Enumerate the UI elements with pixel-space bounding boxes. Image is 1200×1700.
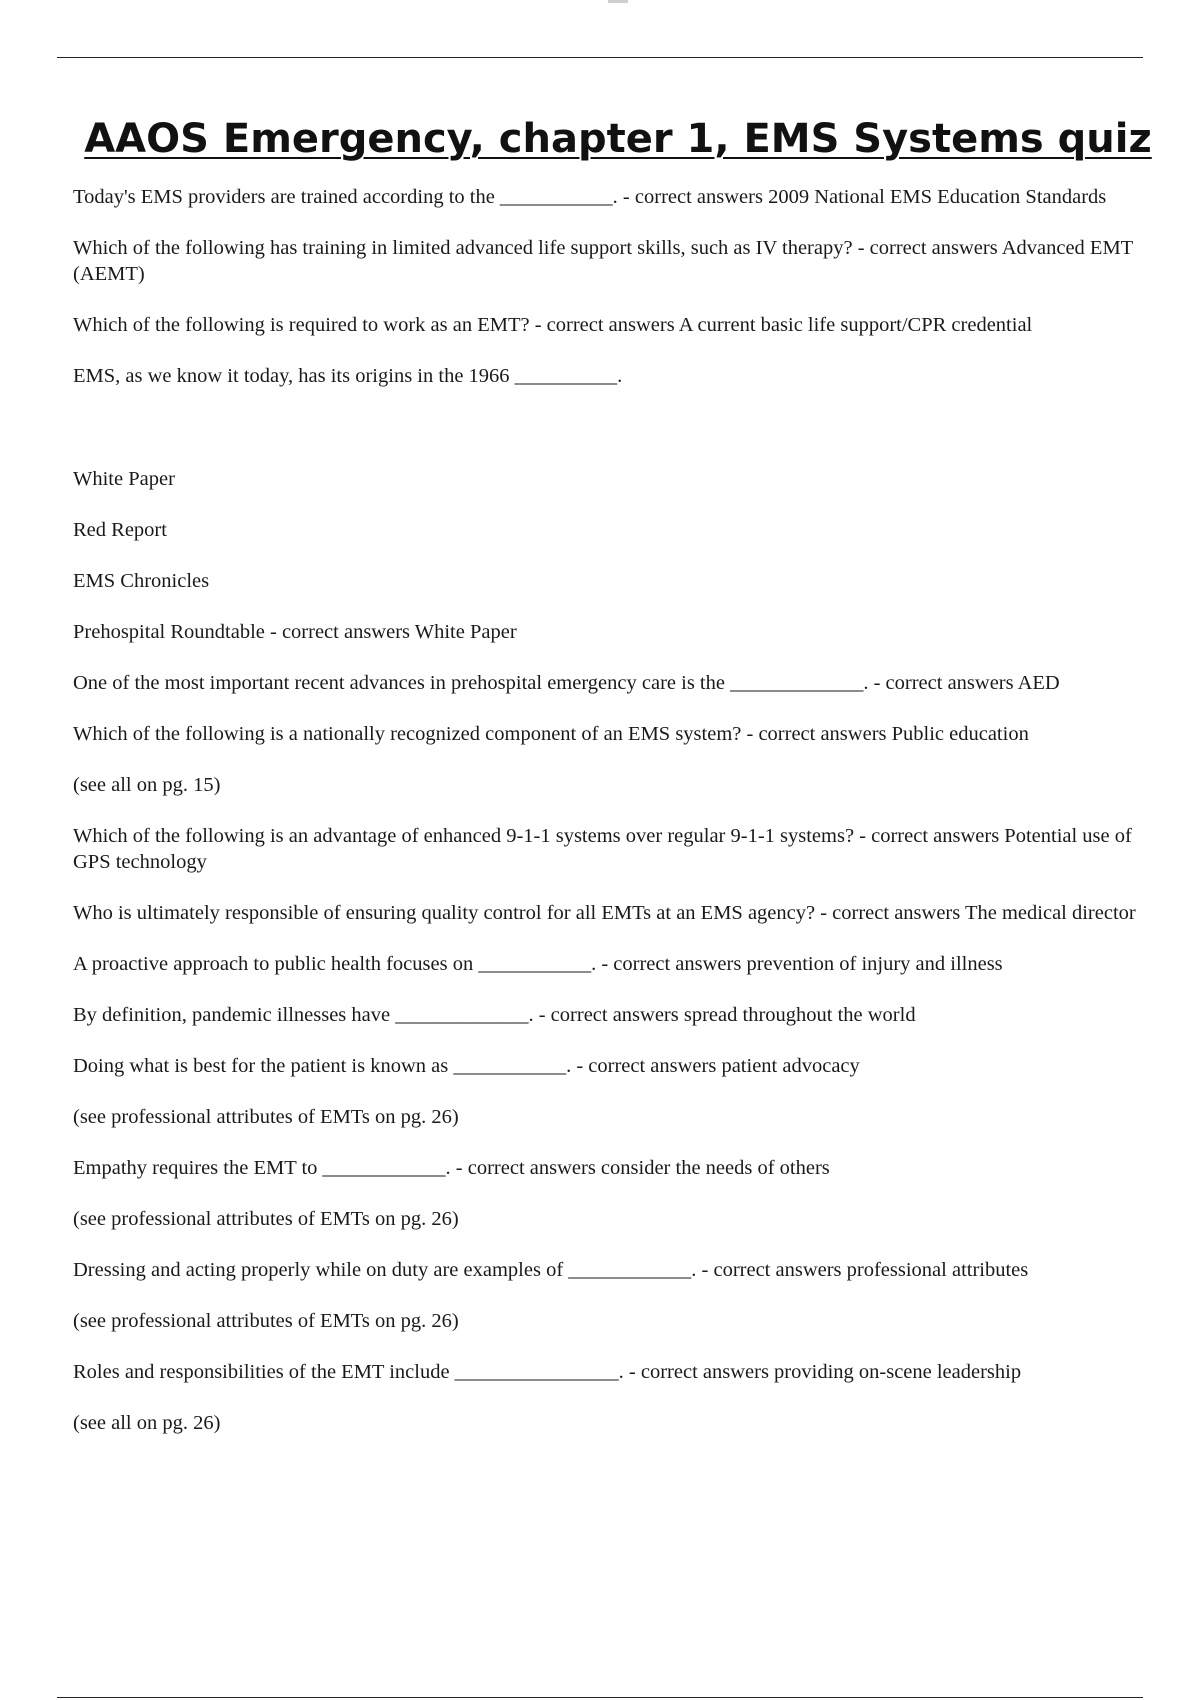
paragraph: Which of the following has training in limited advanced life support skills, such as IV therapy? - correct answers Advanced EMT (AEMT) [73,237,1133,285]
paragraph: EMS, as we know it today, has its origins in the 1966 __________. [73,365,623,387]
paragraph: By definition, pandemic illnesses have _____________. - correct answers spread throughout the world [73,1004,916,1026]
footer-rule [57,1697,1143,1698]
paragraph: (see all on pg. 15) [73,774,221,796]
paragraph: Dressing and acting properly while on duty are examples of ____________. - correct answers professional attributes [73,1259,1029,1281]
paragraph: Which of the following is required to work as an EMT? - correct answers A current basic life support/CPR credential [73,314,1033,336]
paragraph: Roles and responsibilities of the EMT include ________________. - correct answers providing on-scene leadership [73,1361,1022,1383]
paragraph: One of the most important recent advances in prehospital emergency care is the _____________. - correct answers AED [73,672,1060,694]
paragraph: White Paper [73,468,175,490]
page-top-mark [608,0,628,3]
paragraph: Red Report [73,519,167,541]
paragraph: Prehospital Roundtable - correct answers White Paper [73,621,517,643]
paragraph: Which of the following is an advantage of enhanced 9-1-1 systems over regular 9-1-1 systems? - correct answers Potential use of GPS technology [73,825,1132,873]
paragraph: Today's EMS providers are trained according to the ___________. - correct answers 2009 National EMS Education Standards [73,186,1107,208]
paragraph: EMS Chronicles [73,570,210,592]
paragraph: (see professional attributes of EMTs on pg. 26) [73,1208,459,1230]
paragraph: Doing what is best for the patient is known as ___________. - correct answers patient advocacy [73,1055,860,1077]
paragraph: Who is ultimately responsible of ensuring quality control for all EMTs at an EMS agency? - correct answers The medical director [73,902,1136,924]
paragraph: Which of the following is a nationally recognized component of an EMS system? - correct answers Public education [73,723,1029,745]
document-body [73,184,1163,1461]
paragraph: Empathy requires the EMT to ____________. - correct answers consider the needs of others [73,1157,830,1179]
paragraph: A proactive approach to public health focuses on ___________. - correct answers prevention of injury and illness [73,953,1003,975]
header-rule [57,57,1143,58]
paragraph: (see professional attributes of EMTs on pg. 26) [73,1310,459,1332]
document-title: AAOS Emergency, chapter 1, EMS Systems quiz [84,115,1152,162]
paragraph: (see all on pg. 26) [73,1412,221,1434]
paragraph: (see professional attributes of EMTs on pg. 26) [73,1106,459,1128]
